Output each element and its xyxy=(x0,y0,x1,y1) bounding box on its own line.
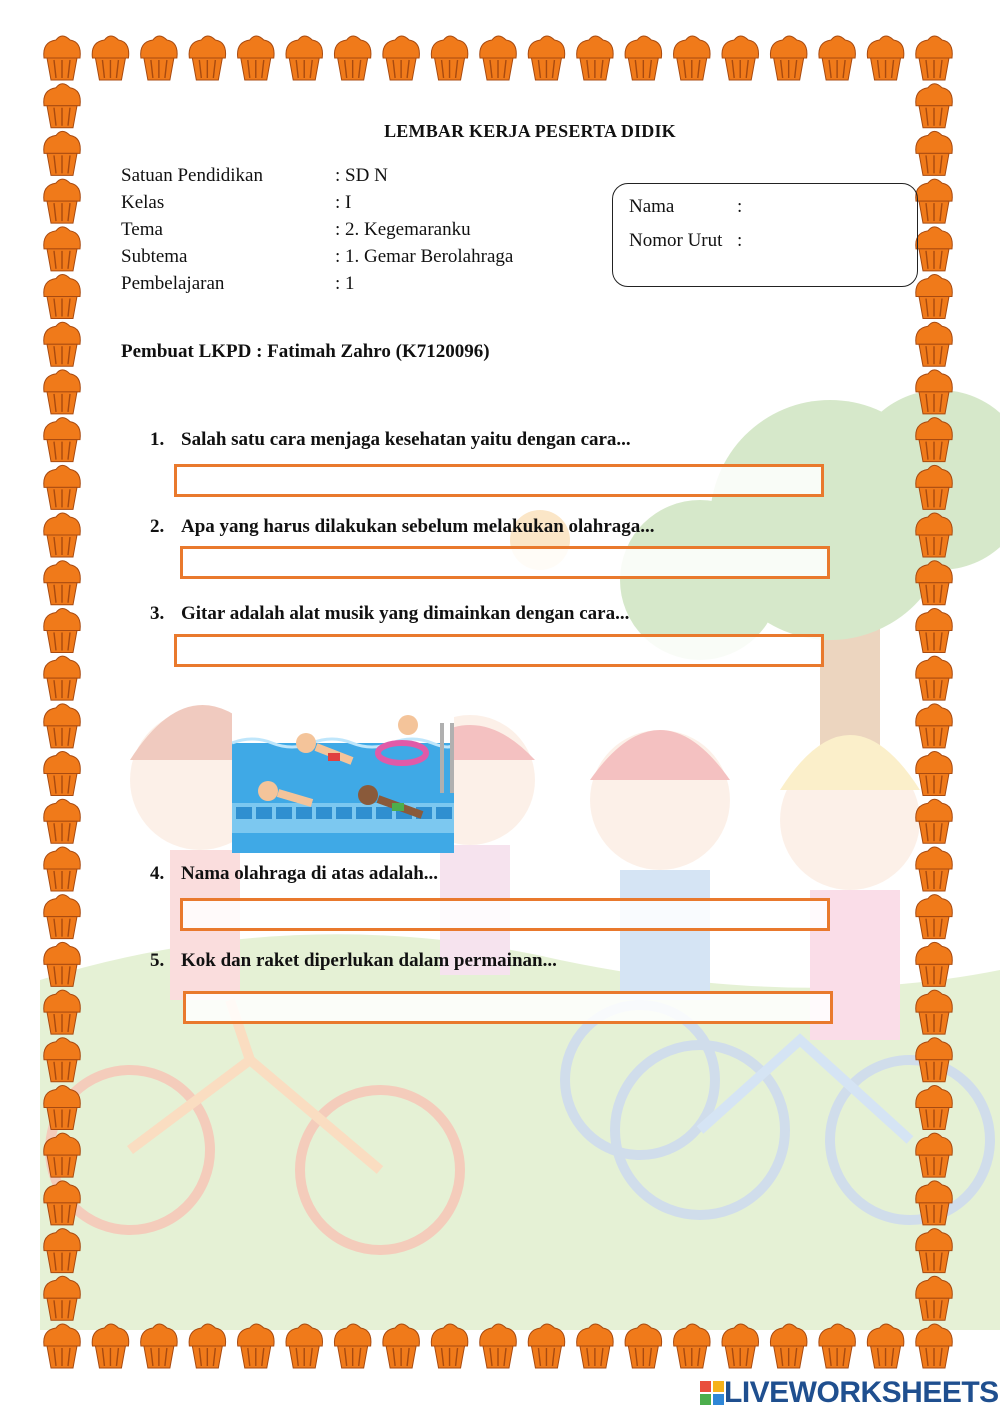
muffin-icon xyxy=(916,561,953,605)
muffin-icon xyxy=(916,608,953,652)
muffin-icon xyxy=(722,1324,759,1368)
question-2 xyxy=(150,516,655,538)
muffin-icon xyxy=(674,1324,711,1368)
muffin-icon xyxy=(916,1324,953,1368)
muffin-icon xyxy=(916,179,953,223)
worksheet-title: LEMBAR KERJA PESERTA DIDIK xyxy=(384,121,676,141)
question-number: 1. xyxy=(150,429,165,450)
muffin-icon xyxy=(44,179,81,223)
muffin-icon xyxy=(916,275,953,319)
question-text: Nama olahraga di atas adalah... xyxy=(181,863,439,884)
liveworksheets-logo-text: LIVEWORKSHEETS xyxy=(724,1376,999,1409)
muffin-icon xyxy=(44,370,81,414)
question-4 xyxy=(150,863,438,885)
muffin-icon xyxy=(44,513,81,557)
muffin-icon xyxy=(480,1324,517,1368)
muffin-icon xyxy=(916,1133,953,1177)
muffin-icon xyxy=(44,1085,81,1129)
muffin-icon xyxy=(44,1133,81,1177)
muffin-icon xyxy=(916,227,953,271)
question-number: 2. xyxy=(150,516,165,537)
muffin-icon xyxy=(44,752,81,796)
muffin-icon xyxy=(577,36,614,80)
muffin-icon xyxy=(819,36,856,80)
muffin-icon xyxy=(431,36,468,80)
muffin-icon xyxy=(625,36,662,80)
info-label: Subtema xyxy=(121,245,188,267)
worksheet-info xyxy=(121,163,513,297)
muffin-icon xyxy=(916,752,953,796)
muffin-icon xyxy=(44,990,81,1034)
muffin-icon xyxy=(44,322,81,366)
muffin-icon xyxy=(286,1324,323,1368)
muffin-icon xyxy=(916,942,953,986)
muffin-icon xyxy=(916,36,953,80)
muffin-icon xyxy=(867,36,904,80)
info-label: Satuan Pendidikan xyxy=(121,165,263,187)
muffin-icon xyxy=(44,1038,81,1082)
muffin-icon xyxy=(44,895,81,939)
muffin-icon xyxy=(44,36,81,80)
muffin-icon xyxy=(44,275,81,319)
muffin-icon xyxy=(189,1324,226,1368)
muffin-icon xyxy=(189,36,226,80)
muffin-icon xyxy=(44,227,81,271)
worksheet-author: Pembuat LKPD : Fatimah Zahro (K7120096) xyxy=(121,341,490,362)
muffin-icon xyxy=(238,36,275,80)
muffin-icon xyxy=(238,1324,275,1368)
student-name-box xyxy=(612,183,918,287)
muffin-icon xyxy=(92,1324,129,1368)
muffin-icon xyxy=(770,36,807,80)
muffin-icon xyxy=(141,1324,178,1368)
answer-input-4[interactable] xyxy=(180,898,830,931)
muffin-icon xyxy=(334,36,371,80)
muffin-icon xyxy=(528,1324,565,1368)
muffin-icon xyxy=(916,895,953,939)
info-row-subtheme xyxy=(121,243,513,270)
muffin-icon xyxy=(916,1276,953,1320)
muffin-icon xyxy=(916,799,953,843)
question-number: 5. xyxy=(150,950,165,971)
liveworksheets-logo xyxy=(700,1376,999,1410)
muffin-icon xyxy=(867,1324,904,1368)
question-text: Salah satu cara menjaga kesehatan yaitu dengan cara... xyxy=(181,429,631,450)
muffin-icon xyxy=(916,418,953,462)
number-row xyxy=(629,230,742,252)
muffin-icon xyxy=(916,1229,953,1273)
muffin-icon xyxy=(383,1324,420,1368)
question-text: Gitar adalah alat musik yang dimainkan dengan cara... xyxy=(181,603,630,624)
muffin-icon xyxy=(44,1276,81,1320)
number-colon: : xyxy=(737,230,743,251)
muffin-icon xyxy=(286,36,323,80)
muffin-icon xyxy=(674,36,711,80)
muffin-icon xyxy=(92,36,129,80)
muffin-icon xyxy=(819,1324,856,1368)
muffin-icon xyxy=(916,656,953,700)
number-label: Nomor Urut xyxy=(629,230,723,251)
name-colon: : xyxy=(737,196,743,217)
info-value: : 2. Kegemaranku xyxy=(335,218,471,240)
muffin-icon xyxy=(44,799,81,843)
muffin-icon xyxy=(916,370,953,414)
muffin-icon xyxy=(334,1324,371,1368)
question-3 xyxy=(150,603,629,625)
muffin-icon xyxy=(480,36,517,80)
muffin-icon xyxy=(44,1181,81,1225)
name-row xyxy=(629,196,742,218)
muffin-icon xyxy=(44,942,81,986)
info-label: Kelas xyxy=(121,192,165,214)
info-value: : SD N xyxy=(335,165,388,187)
muffin-icon xyxy=(916,990,953,1034)
info-value: : 1 xyxy=(335,272,355,294)
muffin-icon xyxy=(44,656,81,700)
answer-input-1[interactable] xyxy=(174,464,824,497)
muffin-icon xyxy=(44,465,81,509)
question-text: Apa yang harus dilakukan sebelum melakukan olahraga... xyxy=(181,516,655,537)
answer-input-3[interactable] xyxy=(174,634,824,667)
muffin-icon xyxy=(44,704,81,748)
muffin-icon xyxy=(431,1324,468,1368)
name-label: Nama xyxy=(629,196,675,217)
muffin-icon xyxy=(528,36,565,80)
info-row-theme xyxy=(121,217,513,244)
muffin-icon xyxy=(141,36,178,80)
muffin-icon xyxy=(44,1324,81,1368)
liveworksheets-logo-icon xyxy=(700,1381,724,1405)
info-label: Pembelajaran xyxy=(121,272,225,294)
info-label: Tema xyxy=(121,218,163,240)
info-row-lesson xyxy=(121,270,513,297)
muffin-icon xyxy=(44,847,81,891)
muffin-icon xyxy=(770,1324,807,1368)
muffin-icon xyxy=(916,465,953,509)
muffin-icon xyxy=(44,608,81,652)
muffin-icon xyxy=(916,322,953,366)
question-number: 4. xyxy=(150,863,165,884)
info-row-class xyxy=(121,190,513,217)
answer-input-5[interactable] xyxy=(183,991,833,1024)
question-1 xyxy=(150,429,631,451)
muffin-icon xyxy=(916,1038,953,1082)
swimming-kids-image xyxy=(232,703,454,853)
muffin-icon xyxy=(577,1324,614,1368)
muffin-icon xyxy=(916,1181,953,1225)
muffin-icon xyxy=(44,1229,81,1273)
question-5 xyxy=(150,950,557,972)
muffin-icon xyxy=(916,704,953,748)
muffin-icon xyxy=(625,1324,662,1368)
muffin-icon xyxy=(916,513,953,557)
question-number: 3. xyxy=(150,603,165,624)
info-value: : I xyxy=(335,192,352,214)
muffin-icon xyxy=(722,36,759,80)
answer-input-2[interactable] xyxy=(180,546,830,579)
muffin-icon xyxy=(916,847,953,891)
muffin-icon xyxy=(44,561,81,605)
muffin-icon xyxy=(916,1085,953,1129)
muffin-icon xyxy=(44,418,81,462)
info-row-school xyxy=(121,163,513,190)
info-value: : 1. Gemar Berolahraga xyxy=(335,245,514,267)
question-text: Kok dan raket diperlukan dalam permainan... xyxy=(181,950,557,971)
muffin-icon xyxy=(383,36,420,80)
